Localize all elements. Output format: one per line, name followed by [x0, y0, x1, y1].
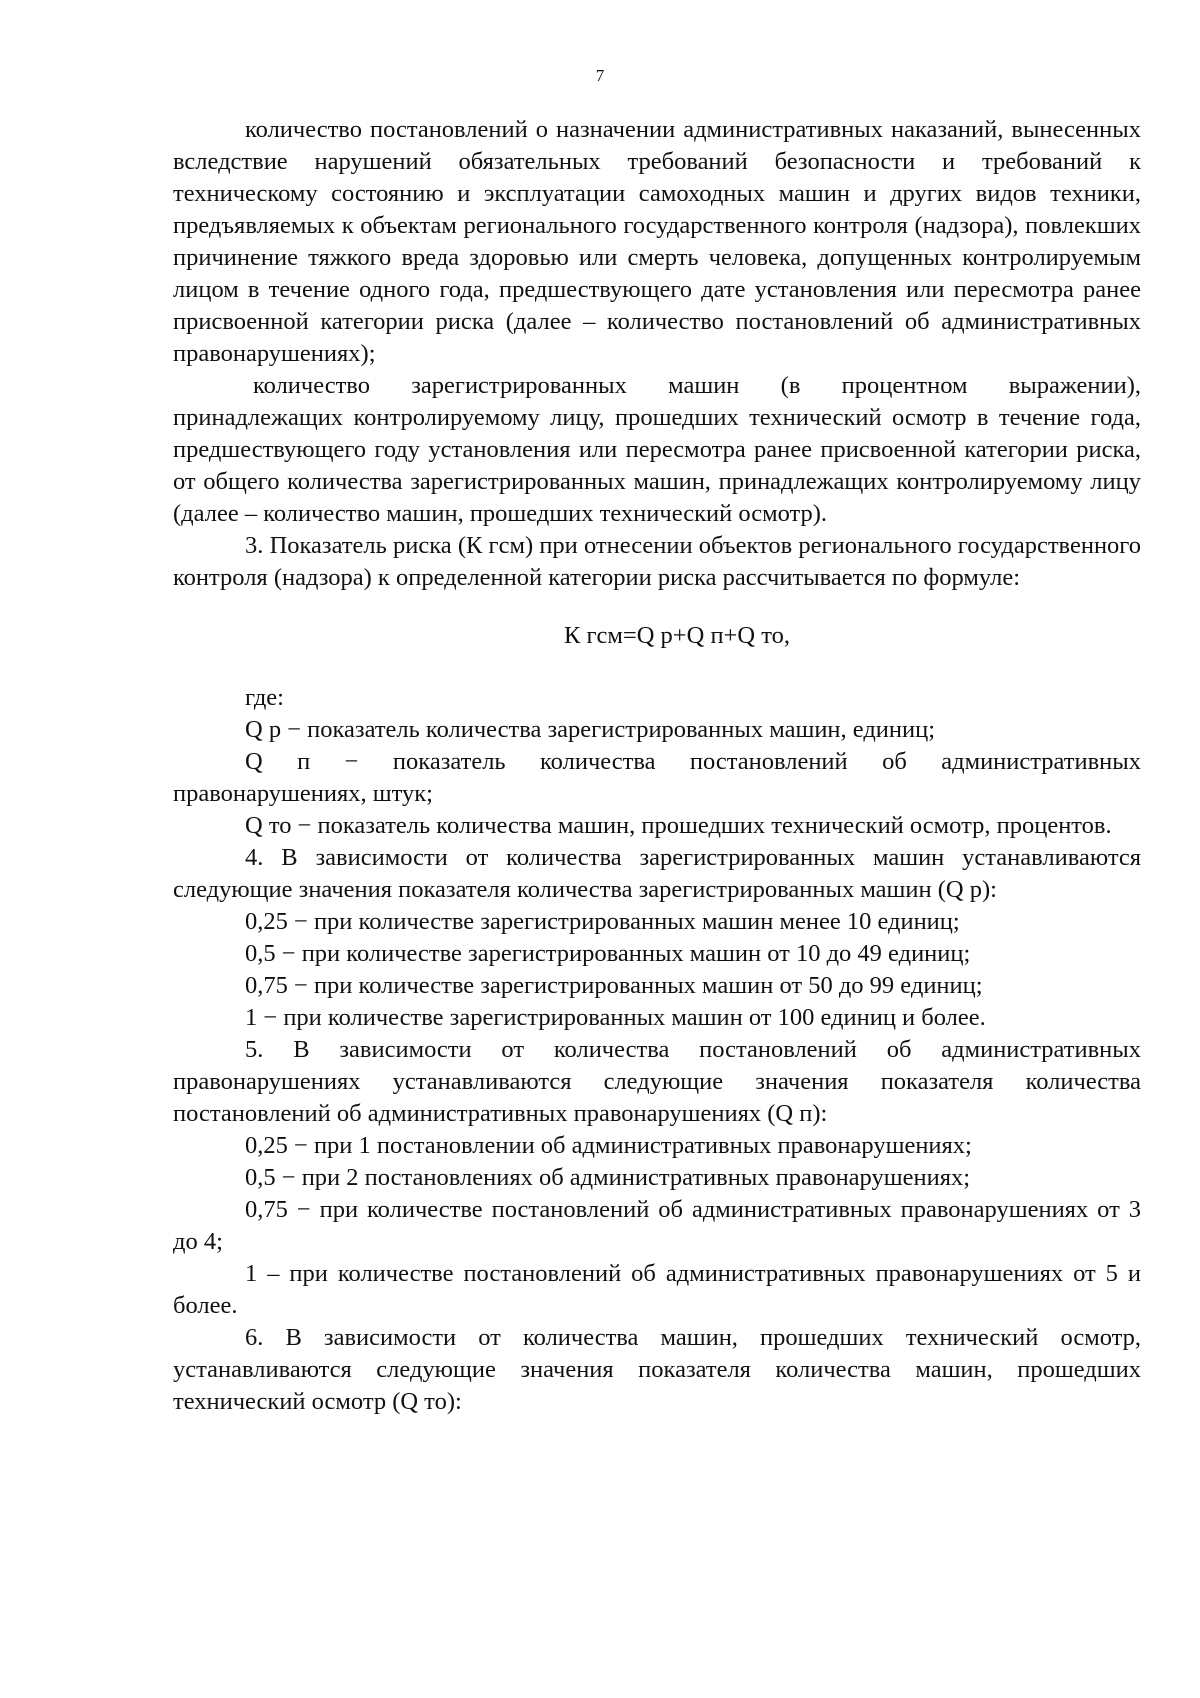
paragraph-section-6: 6. В зависимости от количества машин, прошедших технический осмотр, устанавливаются следующие значения показателя количества машин, прошедших технический осмотр (Q то): — [173, 1324, 1141, 1415]
paragraph-section-5: 5. В зависимости от количества постановлений об административных правонарушениях устанавливаются следующие значения показателя количества постановлений об административных правонарушениях (Q п): — [173, 1036, 1141, 1127]
list-item-q-p-025: 0,25 − при 1 постановлении об административных правонарушениях; — [245, 1132, 972, 1159]
paragraph-violations-count: количество постановлений о назначении административных наказаний, вынесенных вследствие нарушений обязательных требований безопасности и требований к техническому состоянию и эксплуатации самоходных машин и других видов техники, предъявляемых к объектам регионального государственного контроля (надзора), повлекших причинение тяжкого вреда здоровью или смерть человека, допущенных контролируемым лицом в течение одного года, предшествующего дате установления или пересмотра ранее присвоенной категории риска (далее – количество постановлений об административных правонарушениях); — [173, 116, 1141, 367]
document-body — [173, 114, 1141, 1418]
paragraph-section-4: 4. В зависимости от количества зарегистрированных машин устанавливаются следующие значения показателя количества зарегистрированных машин (Q р): — [173, 844, 1141, 903]
list-item-q-r-025: 0,25 − при количестве зарегистрированных машин менее 10 единиц; — [245, 908, 960, 935]
definition-q-r: Q р − показатель количества зарегистрированных машин, единиц; — [245, 716, 936, 743]
page-number: 7 — [595, 66, 605, 85]
definition-q-p: Q п − показатель количества постановлений об административных правонарушениях, штук; — [173, 748, 1141, 807]
paragraph-risk-indicator: 3. Показатель риска (К гсм) при отнесении объектов регионального государственного контроля (надзора) к определенной категории риска рассчитывается по формуле: — [173, 532, 1141, 591]
list-item-q-p-05: 0,5 − при 2 постановлениях об административных правонарушениях; — [245, 1164, 971, 1191]
list-item-q-r-1: 1 − при количестве зарегистрированных машин от 100 единиц и более. — [245, 1004, 986, 1031]
definition-q-to: Q то − показатель количества машин, прошедших технический осмотр, процентов. — [245, 812, 1112, 839]
paragraph-inspected-machines: количество зарегистрированных машин (в процентном выражении), принадлежащих контролируемому лицу, прошедших технический осмотр в течение года, предшествующего году установления или пересмотра ранее присвоенной категории риска, от общего количества зарегистрированных машин, принадлежащих контролируемому лицу (далее – количество машин, прошедших технический осмотр). — [173, 372, 1141, 527]
list-item-q-p-075: 0,75 − при количестве постановлений об административных правонарушениях от 3 до 4; — [173, 1196, 1141, 1255]
risk-formula: К гсм=Q р+Q п+Q то, — [564, 622, 790, 649]
paragraph-where: где: — [245, 684, 284, 711]
list-item-q-r-05: 0,5 − при количестве зарегистрированных машин от 10 до 49 единиц; — [245, 940, 971, 967]
list-item-q-r-075: 0,75 − при количестве зарегистрированных машин от 50 до 99 единиц; — [245, 972, 983, 999]
list-item-q-p-1: 1 – при количестве постановлений об административных правонарушениях от 5 и более. — [173, 1260, 1141, 1319]
